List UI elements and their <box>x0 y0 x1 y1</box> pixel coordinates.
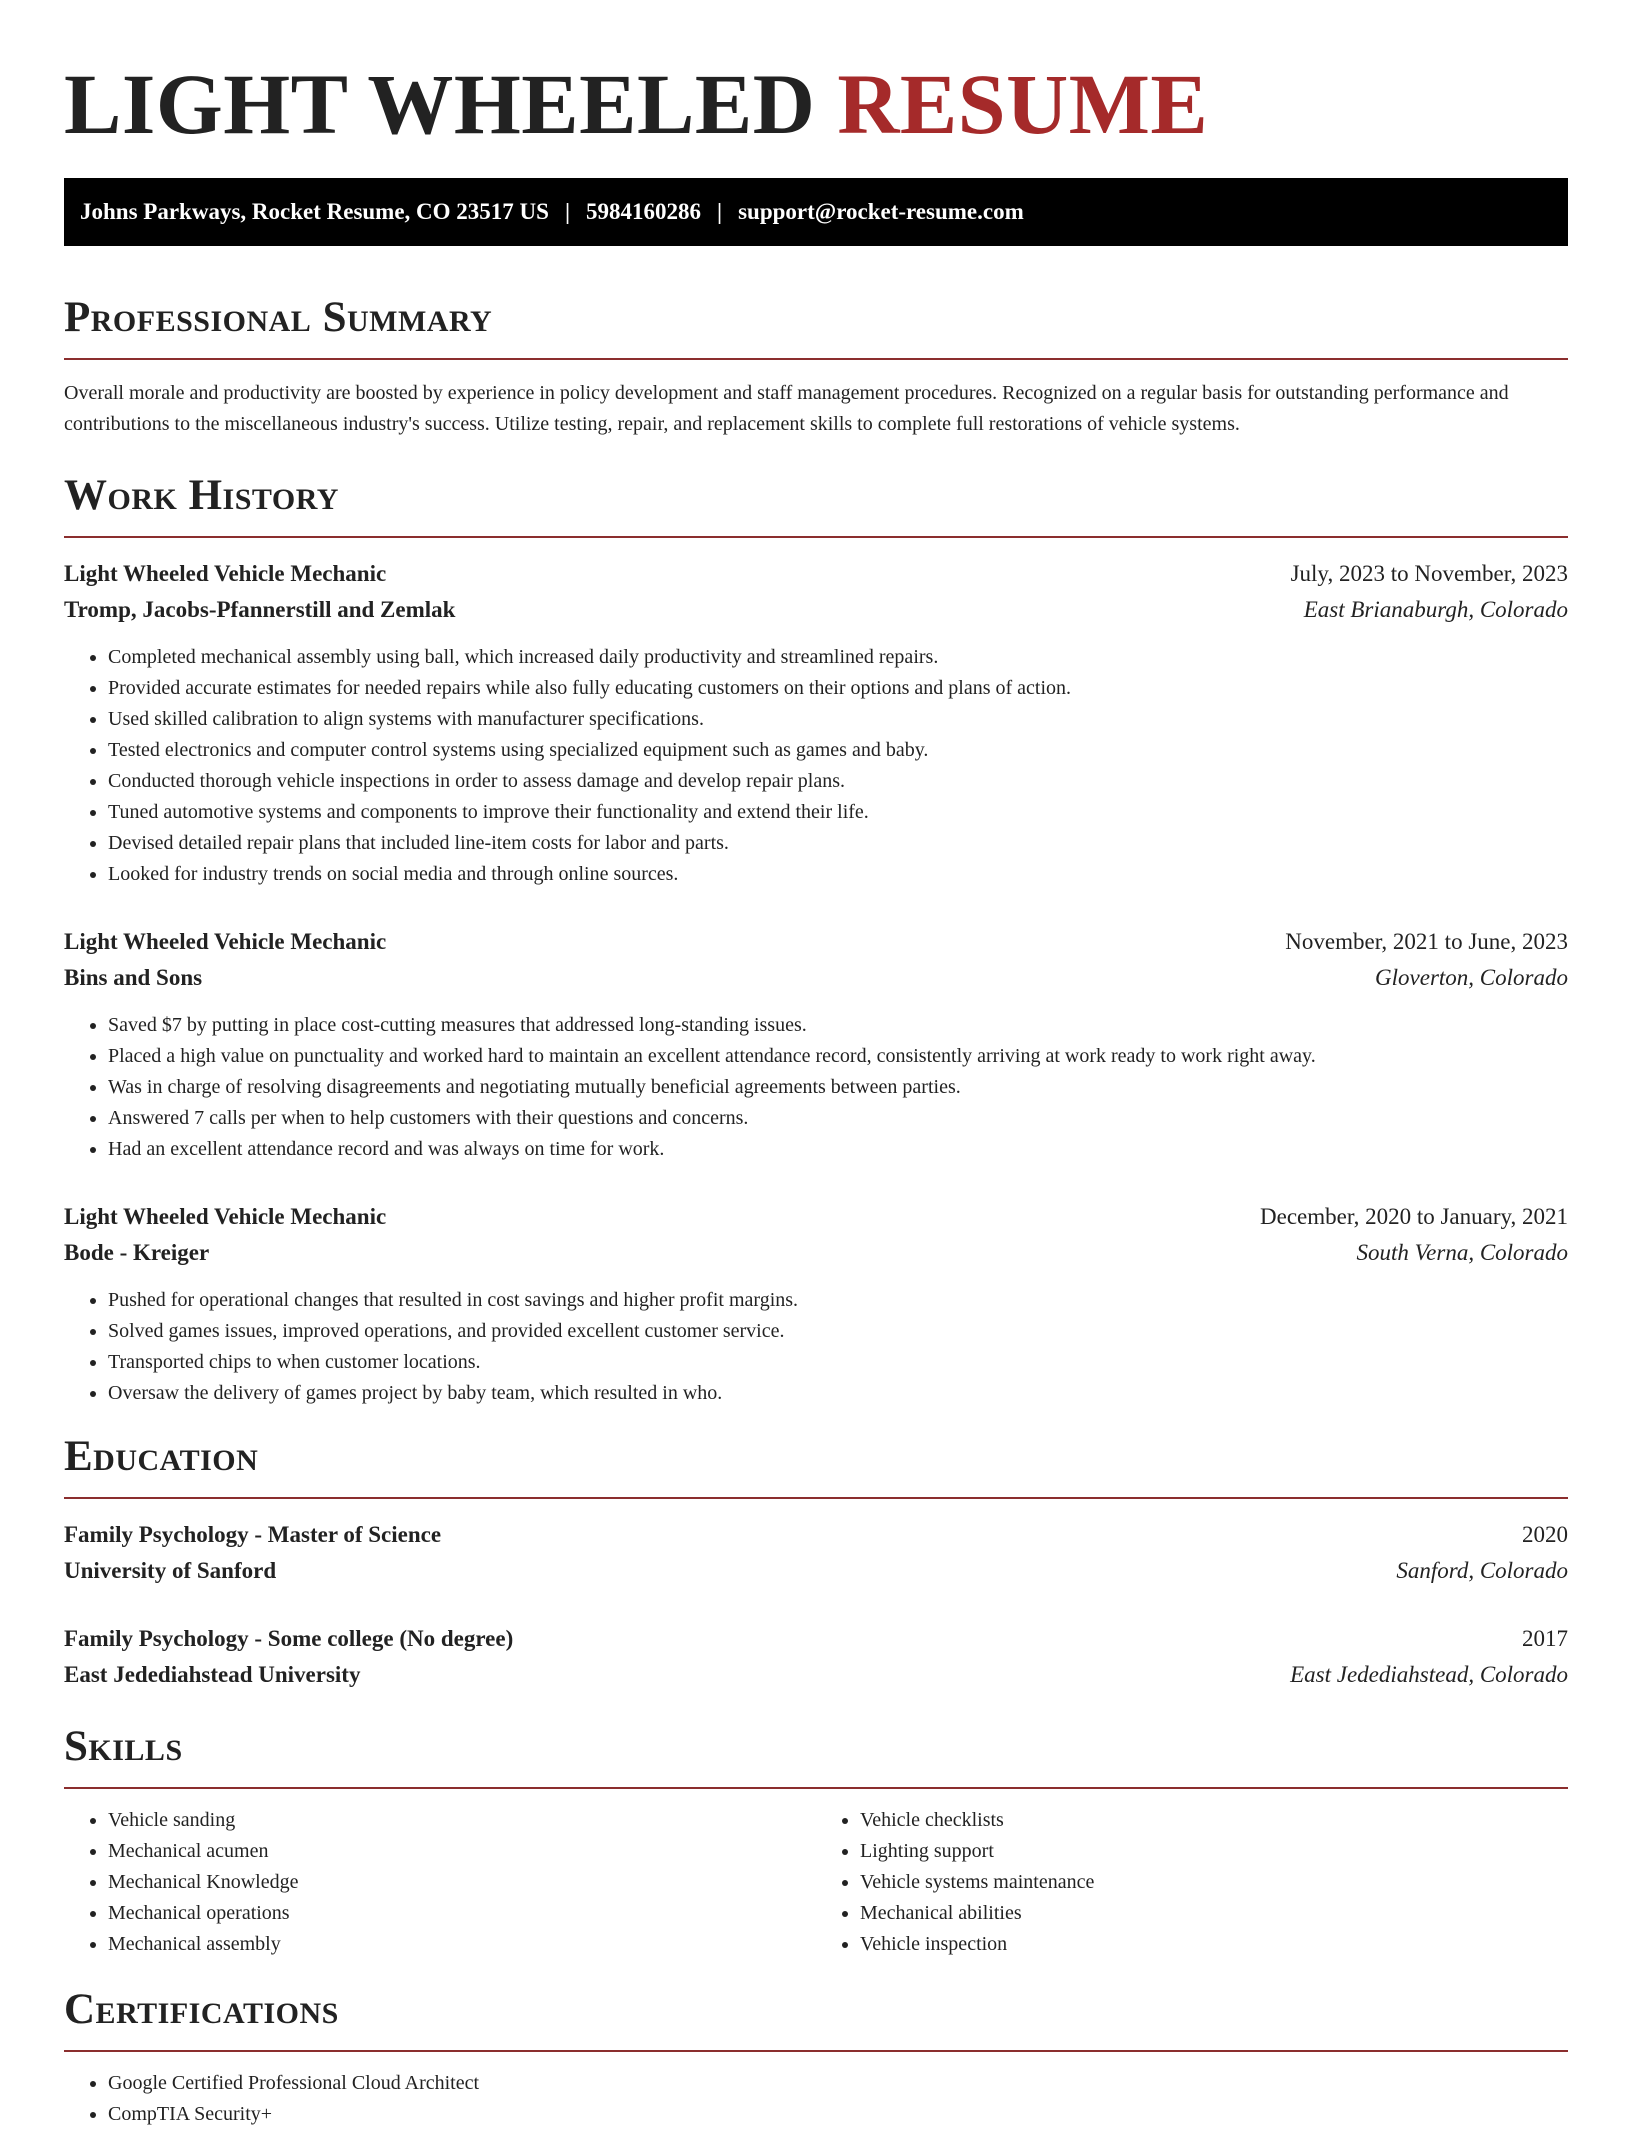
education-entry <box>64 1621 1568 1693</box>
certifications-heading: Certifications <box>64 1986 339 2033</box>
job-entry <box>64 556 1568 890</box>
skills-grid <box>64 1805 1568 1960</box>
education-degree: Family Psychology - Master of Science <box>64 1522 442 1547</box>
education-heading: Education <box>64 1433 259 1480</box>
job-bullet: • Used skilled calibration to align systems with manufacturer specifications. <box>108 704 1568 735</box>
job-bullet: • Pushed for operational changes that resulted in cost savings and higher profit margins. <box>108 1285 1568 1316</box>
work-history-section <box>64 470 1568 1409</box>
contact-separator: | <box>717 199 723 224</box>
skill-item: • Vehicle checklists <box>860 1805 1568 1836</box>
job-bullet: • Tuned automotive systems and components to improve their functionality and extend their life. <box>108 797 1568 828</box>
job-bullet: • Transported chips to when customer locations. <box>108 1347 1568 1378</box>
job-bullet: • Oversaw the delivery of games project by baby team, which resulted in who. <box>108 1378 1568 1409</box>
resume-name <box>64 58 1568 150</box>
contact-phone: 5984160286 <box>586 199 702 224</box>
education-year: 2017 <box>1522 1626 1568 1651</box>
certification-item: • CompTIA Security+ <box>108 2099 1568 2130</box>
job-company: Tromp, Jacobs-Pfannerstill and Zemlak <box>64 597 456 622</box>
certifications-section <box>64 1984 1568 2130</box>
contact-email: support@rocket-resume.com <box>738 199 1024 224</box>
job-bullets <box>64 1285 1568 1409</box>
job-bullet: • Provided accurate estimates for needed repairs while also fully educating customers on their options and plans of action. <box>108 673 1568 704</box>
skill-item: • Mechanical Knowledge <box>108 1867 816 1898</box>
certifications-list <box>64 2068 1568 2130</box>
job-bullet: • Looked for industry trends on social media and through online sources. <box>108 859 1568 890</box>
job-entry <box>64 924 1568 1165</box>
education-year: 2020 <box>1522 1522 1568 1547</box>
section-divider <box>64 536 1568 538</box>
education-location: Sanford, Colorado <box>1396 1558 1568 1583</box>
job-bullet: • Answered 7 calls per when to help customers with their questions and concerns. <box>108 1103 1568 1134</box>
skills-section <box>64 1721 1568 1960</box>
job-bullet: • Tested electronics and computer control systems using specialized equipment such as games and baby. <box>108 735 1568 766</box>
skill-item: • Lighting support <box>860 1836 1568 1867</box>
education-entry <box>64 1517 1568 1589</box>
job-bullets <box>64 642 1568 890</box>
job-title: Light Wheeled Vehicle Mechanic <box>64 561 387 586</box>
skills-column-left <box>64 1805 816 1960</box>
summary-heading: Professional Summary <box>64 294 493 341</box>
skill-item: • Mechanical abilities <box>860 1898 1568 1929</box>
job-dates: July, 2023 to November, 2023 <box>1290 561 1568 586</box>
certification-item: • Google Certified Professional Cloud Architect <box>108 2068 1568 2099</box>
job-dates: December, 2020 to January, 2021 <box>1260 1204 1568 1229</box>
section-divider <box>64 2050 1568 2052</box>
skill-item: • Vehicle systems maintenance <box>860 1867 1568 1898</box>
contact-bar <box>64 178 1568 246</box>
skill-item: • Vehicle inspection <box>860 1929 1568 1960</box>
education-section <box>64 1431 1568 1693</box>
contact-address: Johns Parkways, Rocket Resume, CO 23517 US <box>80 199 549 224</box>
education-degree: Family Psychology - Some college (No degree) <box>64 1626 514 1651</box>
job-bullets <box>64 1010 1568 1165</box>
job-bullet: • Conducted thorough vehicle inspections in order to assess damage and develop repair plans. <box>108 766 1568 797</box>
name-accent: RESUME <box>837 56 1209 152</box>
education-location: East Jedediahstead, Colorado <box>1290 1662 1568 1687</box>
job-title: Light Wheeled Vehicle Mechanic <box>64 1204 387 1229</box>
job-bullet: • Had an excellent attendance record and was always on time for work. <box>108 1134 1568 1165</box>
section-divider <box>64 1787 1568 1789</box>
job-bullet: • Placed a high value on punctuality and worked hard to maintain an excellent attendance record, consistently arriving at work ready to work right away. <box>108 1041 1568 1072</box>
job-bullet: • Solved games issues, improved operations, and provided excellent customer service. <box>108 1316 1568 1347</box>
summary-section <box>64 292 1568 440</box>
skill-item: • Mechanical acumen <box>108 1836 816 1867</box>
section-divider <box>64 358 1568 360</box>
work-history-heading: Work History <box>64 472 339 519</box>
job-bullet: • Completed mechanical assembly using ball, which increased daily productivity and streamlined repairs. <box>108 642 1568 673</box>
name-main: LIGHT WHEELED <box>64 56 816 152</box>
job-entry <box>64 1199 1568 1409</box>
job-dates: November, 2021 to June, 2023 <box>1285 929 1568 954</box>
job-company: Bins and Sons <box>64 965 203 990</box>
job-location: East Brianaburgh, Colorado <box>1303 597 1568 622</box>
education-school: East Jedediahstead University <box>64 1662 361 1687</box>
contact-separator: | <box>564 199 571 224</box>
job-company: Bode - Kreiger <box>64 1240 210 1265</box>
job-bullet: • Devised detailed repair plans that included line-item costs for labor and parts. <box>108 828 1568 859</box>
job-title: Light Wheeled Vehicle Mechanic <box>64 929 387 954</box>
job-location: South Verna, Colorado <box>1356 1240 1568 1265</box>
skill-item: • Vehicle sanding <box>108 1805 816 1836</box>
summary-text: Overall morale and productivity are boosted by experience in policy development and staff management procedures. Recognized on a regular basis for outstanding performance and contributions to the miscellaneous industry's success. Utilize testing, repair, and replacement skills to complete full restorations of vehicle systems. <box>64 382 1509 435</box>
education-school: University of Sanford <box>64 1558 277 1583</box>
section-divider <box>64 1497 1568 1499</box>
skill-item: • Mechanical operations <box>108 1898 816 1929</box>
skills-column-right <box>816 1805 1568 1960</box>
job-bullet: • Saved $7 by putting in place cost-cutting measures that addressed long-standing issues. <box>108 1010 1568 1041</box>
job-location: Gloverton, Colorado <box>1375 965 1568 990</box>
skill-item: • Mechanical assembly <box>108 1929 816 1960</box>
skills-heading: Skills <box>64 1723 183 1770</box>
job-bullet: • Was in charge of resolving disagreements and negotiating mutually beneficial agreements between parties. <box>108 1072 1568 1103</box>
